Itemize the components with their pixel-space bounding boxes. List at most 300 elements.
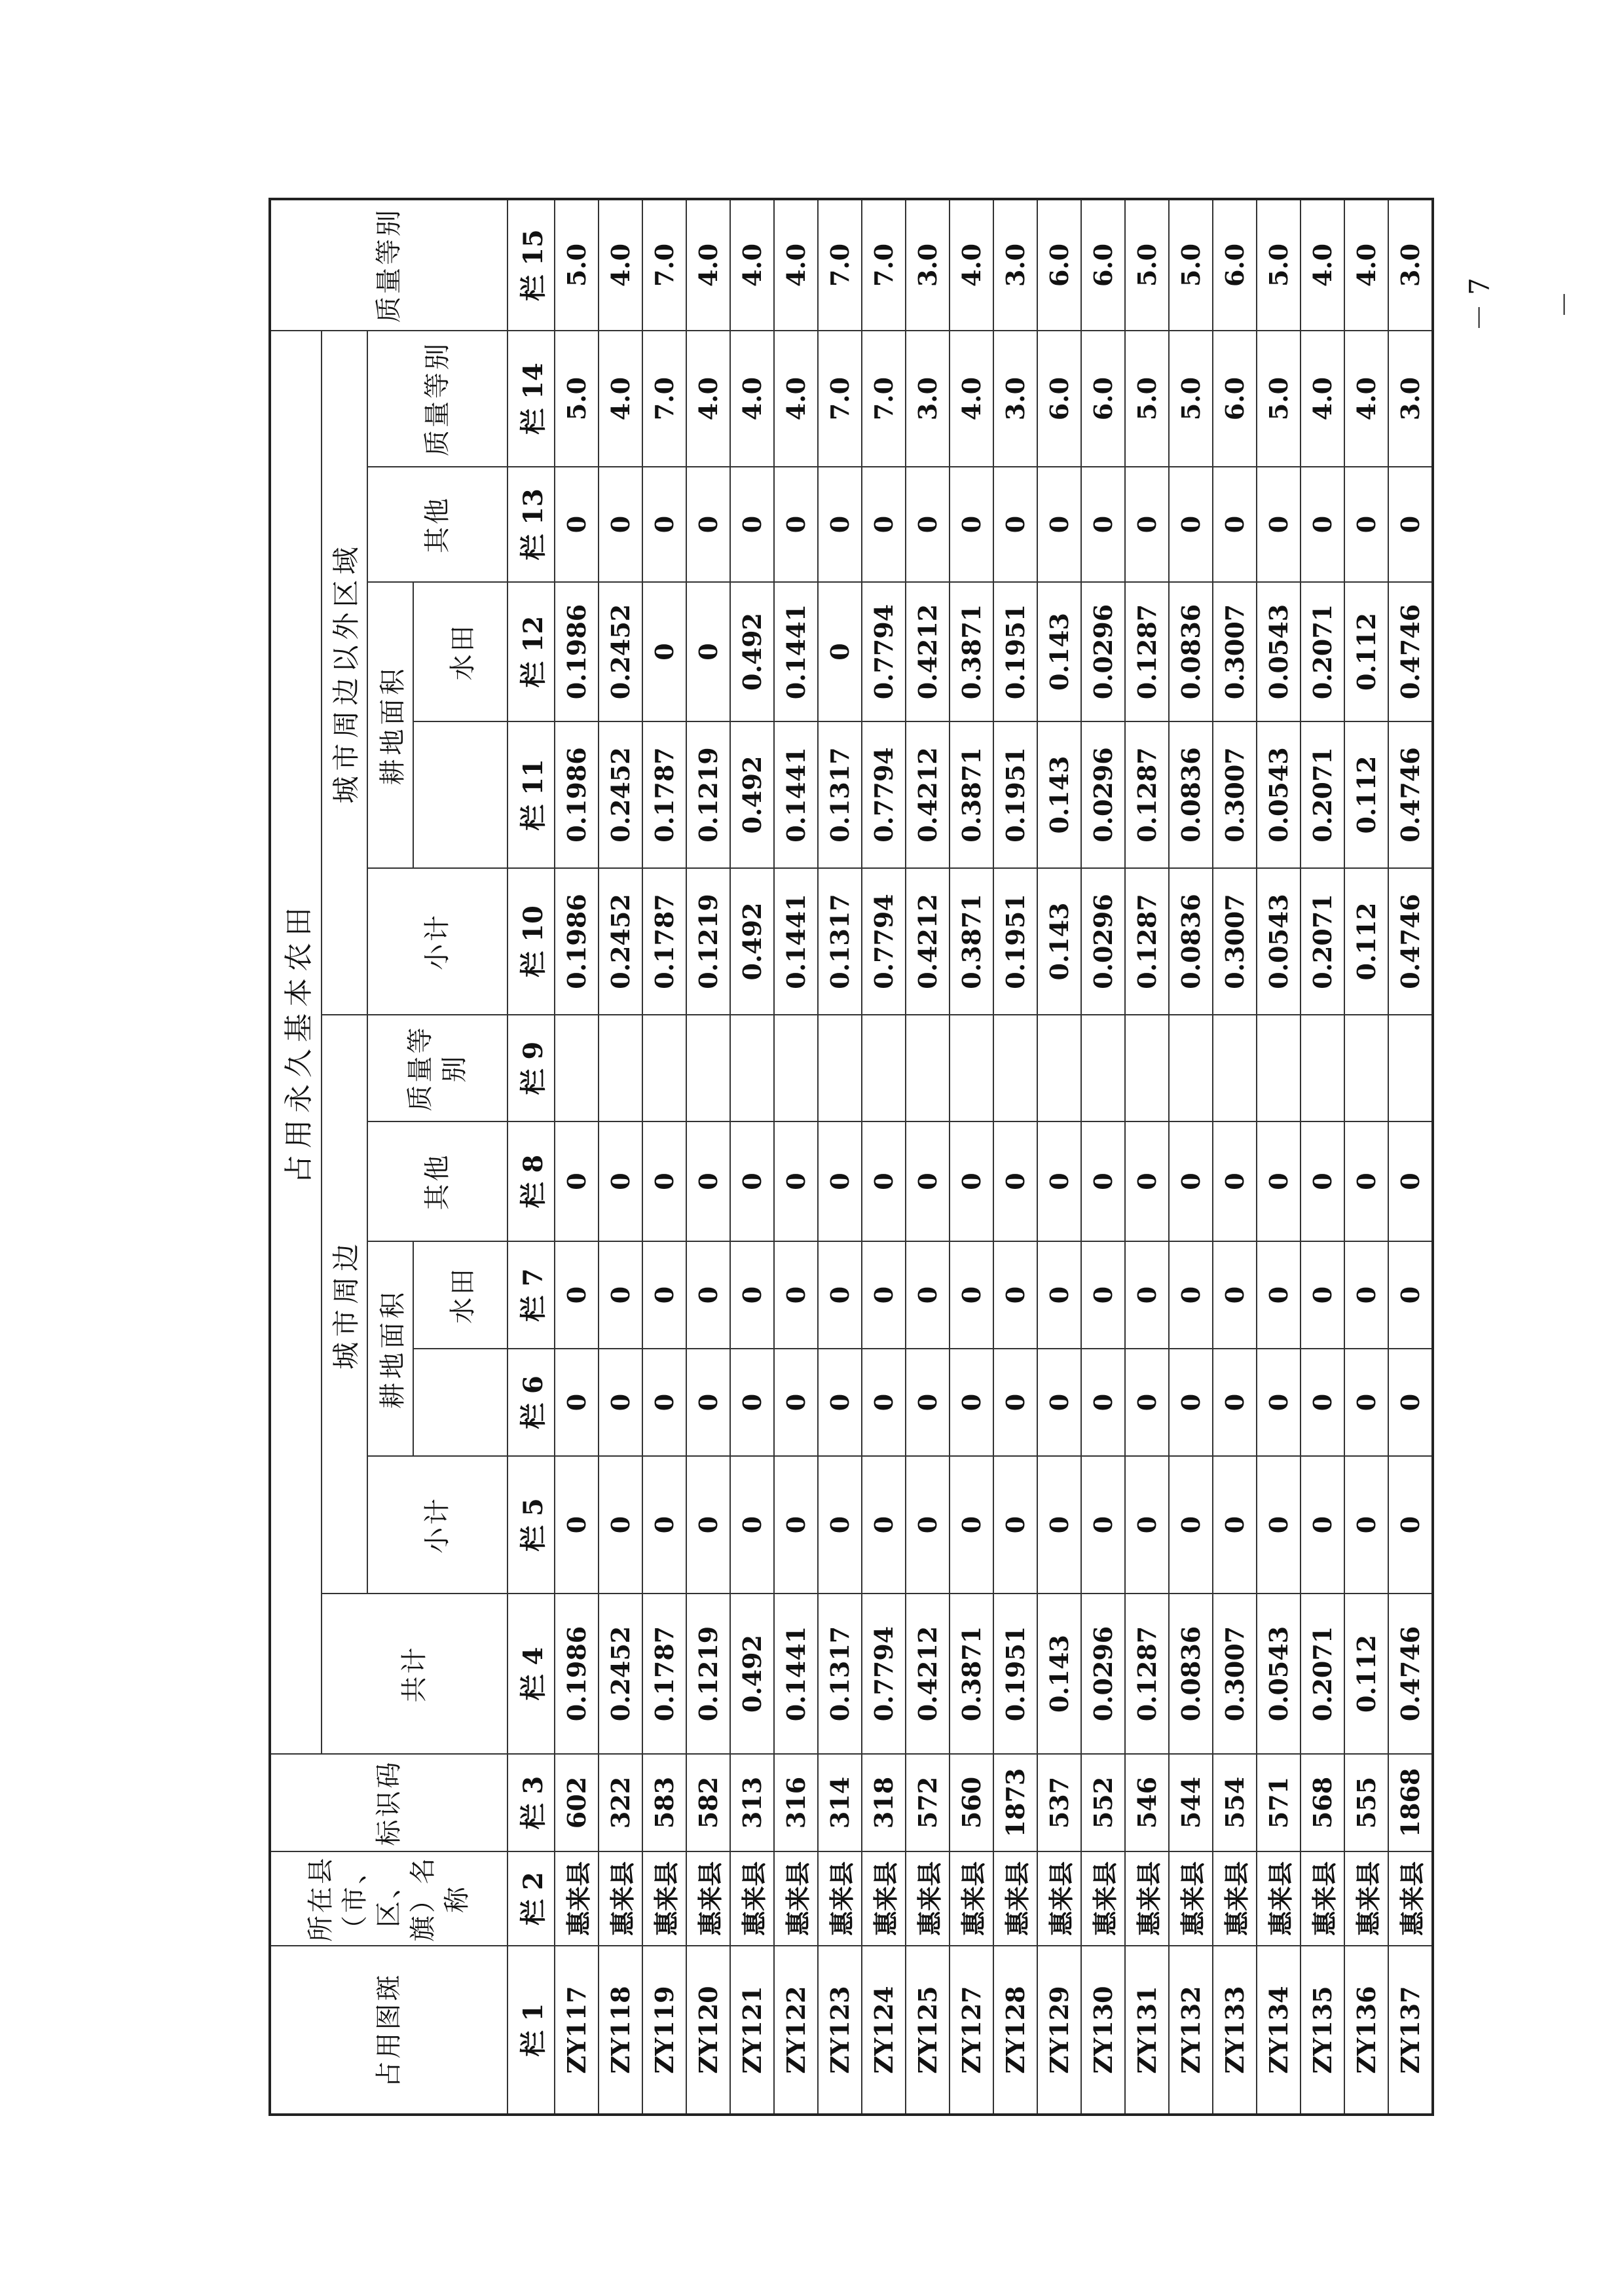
table-cell: 0.0543 bbox=[1257, 868, 1301, 1015]
table-cell: 3.0 bbox=[1388, 331, 1433, 467]
table-cell: 0 bbox=[1037, 1121, 1081, 1241]
table-cell: 0 bbox=[818, 1121, 862, 1241]
table-cell: 0.0836 bbox=[1169, 1594, 1213, 1754]
table-cell: 0 bbox=[642, 582, 686, 721]
table-cell: 0 bbox=[1301, 1349, 1344, 1456]
table-cell: 惠来县 bbox=[686, 1851, 730, 1946]
table-cell: ZY133 bbox=[1213, 1946, 1257, 2115]
table-cell: 0 bbox=[642, 1349, 686, 1456]
column-label: 栏 12 bbox=[507, 582, 555, 721]
header-blank-6 bbox=[413, 1349, 507, 1456]
table-row bbox=[906, 199, 950, 2115]
table-cell bbox=[1037, 1015, 1081, 1121]
table-cell: 0.3871 bbox=[950, 868, 993, 1015]
column-label: 栏 11 bbox=[507, 721, 555, 868]
table-cell: 0 bbox=[862, 1349, 906, 1456]
table-cell: 0 bbox=[1169, 1349, 1213, 1456]
table-cell: 0 bbox=[1344, 467, 1388, 582]
table-cell: 0.1441 bbox=[774, 868, 818, 1015]
column-label: 栏 13 bbox=[507, 467, 555, 582]
table-cell: 554 bbox=[1213, 1754, 1257, 1851]
column-label: 栏 15 bbox=[507, 199, 555, 331]
table-cell: 0.492 bbox=[730, 582, 774, 721]
table-cell bbox=[1344, 1015, 1388, 1121]
table-cell: ZY137 bbox=[1388, 1946, 1433, 2115]
table-cell: 0.112 bbox=[1344, 1594, 1388, 1754]
table-cell: 546 bbox=[1125, 1754, 1169, 1851]
table-cell: 0.2452 bbox=[599, 582, 642, 721]
table-cell: 0 bbox=[774, 1241, 818, 1349]
table-cell: 惠来县 bbox=[1169, 1851, 1213, 1946]
table-cell: 0 bbox=[1344, 1121, 1388, 1241]
table-cell: 0 bbox=[906, 1349, 950, 1456]
table-cell bbox=[993, 1015, 1037, 1121]
table-cell: 0 bbox=[1301, 1121, 1344, 1241]
table-cell: ZY130 bbox=[1081, 1946, 1125, 2115]
table-cell: 0 bbox=[818, 467, 862, 582]
table-cell: 0 bbox=[862, 467, 906, 582]
table-cell: 7.0 bbox=[642, 331, 686, 467]
column-label: 栏 1 bbox=[507, 1946, 555, 2115]
table-cell: 0.1951 bbox=[993, 582, 1037, 721]
table-cell: 0.0296 bbox=[1081, 582, 1125, 721]
table-cell: 0.1986 bbox=[555, 868, 599, 1015]
table-cell: 0 bbox=[1125, 1121, 1169, 1241]
table-cell: 313 bbox=[730, 1754, 774, 1851]
table-cell bbox=[1257, 1015, 1301, 1121]
column-label: 栏 2 bbox=[507, 1851, 555, 1946]
table-cell: 0 bbox=[555, 1241, 599, 1349]
table-cell: 0.1219 bbox=[686, 868, 730, 1015]
table-cell: 0 bbox=[1301, 467, 1344, 582]
header-quality-15: 质量等别 bbox=[270, 199, 507, 331]
header-quality-14: 质量等别 bbox=[367, 331, 507, 467]
table-cell: 0 bbox=[1388, 1349, 1433, 1456]
table-cell: 惠来县 bbox=[1388, 1851, 1433, 1946]
table-row bbox=[686, 199, 730, 2115]
table-cell: 0.7794 bbox=[862, 721, 906, 868]
table-cell: 7.0 bbox=[818, 199, 862, 331]
table-cell: 0.1441 bbox=[774, 721, 818, 868]
table-cell: 0.2071 bbox=[1301, 582, 1344, 721]
table-cell: 4.0 bbox=[686, 199, 730, 331]
table-cell: 0.7794 bbox=[862, 1594, 906, 1754]
table-cell: 惠来县 bbox=[993, 1851, 1037, 1946]
table-cell: ZY131 bbox=[1125, 1946, 1169, 2115]
header-farmland-area-city: 耕地面积 bbox=[367, 1241, 413, 1456]
table-cell: 0 bbox=[1301, 1456, 1344, 1594]
table-cell: 惠来县 bbox=[906, 1851, 950, 1946]
table-cell: 560 bbox=[950, 1754, 993, 1851]
header-paddy-7: 水田 bbox=[413, 1241, 507, 1349]
table-cell: 0 bbox=[1257, 1349, 1301, 1456]
table-cell: 4.0 bbox=[599, 199, 642, 331]
table-cell: 318 bbox=[862, 1754, 906, 1851]
table-cell: 5.0 bbox=[555, 331, 599, 467]
table-cell: ZY129 bbox=[1037, 1946, 1081, 2115]
table-cell: 0 bbox=[774, 1121, 818, 1241]
table-cell: 0 bbox=[1037, 1349, 1081, 1456]
table-cell: 0.112 bbox=[1344, 582, 1388, 721]
table-cell: ZY132 bbox=[1169, 1946, 1213, 2115]
table-cell: 0 bbox=[1213, 1456, 1257, 1594]
table-cell: 316 bbox=[774, 1754, 818, 1851]
table-cell: 0 bbox=[1344, 1241, 1388, 1349]
table-cell: 7.0 bbox=[862, 199, 906, 331]
table-cell: 惠来县 bbox=[1081, 1851, 1125, 1946]
table-cell bbox=[1125, 1015, 1169, 1121]
table-row bbox=[730, 199, 774, 2115]
column-label: 栏 7 bbox=[507, 1241, 555, 1349]
table-cell: 0 bbox=[1257, 467, 1301, 582]
table-cell: ZY125 bbox=[906, 1946, 950, 2115]
table-cell: 314 bbox=[818, 1754, 862, 1851]
table-cell: 0 bbox=[1213, 1121, 1257, 1241]
table-cell: 0.7794 bbox=[862, 868, 906, 1015]
table-cell: 0.1317 bbox=[818, 721, 862, 868]
table-cell: 0.0543 bbox=[1257, 721, 1301, 868]
page-number: － 7 － bbox=[1464, 277, 1581, 332]
table-cell: 0.1441 bbox=[774, 582, 818, 721]
table-cell: 6.0 bbox=[1213, 331, 1257, 467]
table-cell: ZY135 bbox=[1301, 1946, 1344, 2115]
table-row bbox=[1257, 199, 1301, 2115]
table-cell: 1873 bbox=[993, 1754, 1037, 1851]
table-cell: 0 bbox=[1081, 1349, 1125, 1456]
table-cell: 0 bbox=[1213, 467, 1257, 582]
table-cell: 1868 bbox=[1388, 1754, 1433, 1851]
table-cell bbox=[950, 1015, 993, 1121]
table-cell: 0 bbox=[1081, 1456, 1125, 1594]
table-cell: 0 bbox=[686, 467, 730, 582]
table-cell: 544 bbox=[1169, 1754, 1213, 1851]
table-cell: 0.4746 bbox=[1388, 582, 1433, 721]
table-cell bbox=[818, 1015, 862, 1121]
table-cell: 0 bbox=[555, 1456, 599, 1594]
table-cell: 7.0 bbox=[642, 199, 686, 331]
table-cell: 0 bbox=[993, 1121, 1037, 1241]
table-cell: 6.0 bbox=[1037, 199, 1081, 331]
table-cell: 0.0836 bbox=[1169, 582, 1213, 721]
table-cell: 0.3007 bbox=[1213, 1594, 1257, 1754]
table-cell: 0 bbox=[1169, 1456, 1213, 1594]
table-row bbox=[993, 199, 1037, 2115]
table-cell: 0.1986 bbox=[555, 1594, 599, 1754]
table-cell: ZY120 bbox=[686, 1946, 730, 2115]
header-tuban: 占用图斑 bbox=[270, 1946, 507, 2115]
table-cell: 0 bbox=[950, 1349, 993, 1456]
table-cell: 0.1219 bbox=[686, 721, 730, 868]
table-cell: 0 bbox=[1125, 1349, 1169, 1456]
table-cell: 602 bbox=[555, 1754, 599, 1851]
table-cell: ZY128 bbox=[993, 1946, 1037, 2115]
table-cell: 0 bbox=[1169, 1241, 1213, 1349]
table-cell: 0 bbox=[1344, 1456, 1388, 1594]
table-cell: ZY123 bbox=[818, 1946, 862, 2115]
table-cell: 0.2452 bbox=[599, 1594, 642, 1754]
table-cell bbox=[774, 1015, 818, 1121]
table-cell: 0.143 bbox=[1037, 868, 1081, 1015]
table-cell: 0.4212 bbox=[906, 868, 950, 1015]
table-cell: 0 bbox=[993, 467, 1037, 582]
table-cell: 0 bbox=[1388, 1241, 1433, 1349]
column-label: 栏 5 bbox=[507, 1456, 555, 1594]
table-cell: 惠来县 bbox=[818, 1851, 862, 1946]
table-cell: 0 bbox=[993, 1349, 1037, 1456]
table-cell: 5.0 bbox=[1257, 199, 1301, 331]
table-row bbox=[1037, 199, 1081, 2115]
table-cell: ZY136 bbox=[1344, 1946, 1388, 2115]
header-farmland-area-outside: 耕地面积 bbox=[367, 582, 413, 868]
table-cell: 4.0 bbox=[774, 199, 818, 331]
table-cell: 4.0 bbox=[774, 331, 818, 467]
table-cell: 5.0 bbox=[1125, 331, 1169, 467]
table-cell: 0.1287 bbox=[1125, 721, 1169, 868]
table-cell: 6.0 bbox=[1081, 199, 1125, 331]
table-cell: 0.4212 bbox=[906, 582, 950, 721]
table-cell bbox=[555, 1015, 599, 1121]
table-cell: 4.0 bbox=[950, 199, 993, 331]
column-label-row bbox=[507, 199, 555, 2115]
table-cell: 0 bbox=[686, 1241, 730, 1349]
table-cell: 0 bbox=[1125, 467, 1169, 582]
header-total: 共计 bbox=[322, 1594, 507, 1754]
table-cell: 惠来县 bbox=[1301, 1851, 1344, 1946]
table-cell bbox=[906, 1015, 950, 1121]
table-row bbox=[1169, 199, 1213, 2115]
table-cell: 0.4746 bbox=[1388, 721, 1433, 868]
table-cell: 4.0 bbox=[1301, 199, 1344, 331]
table-cell: 0.1219 bbox=[686, 1594, 730, 1754]
table-cell: 0 bbox=[599, 1456, 642, 1594]
table-cell: 0 bbox=[1388, 1456, 1433, 1594]
table-cell: 0.112 bbox=[1344, 868, 1388, 1015]
table-cell: 0 bbox=[1213, 1349, 1257, 1456]
table-cell: 惠来县 bbox=[1344, 1851, 1388, 1946]
table-cell: 0.0836 bbox=[1169, 868, 1213, 1015]
table-cell: 0 bbox=[730, 1349, 774, 1456]
table-cell: 0.492 bbox=[730, 1594, 774, 1754]
table-cell: 0 bbox=[774, 467, 818, 582]
table-cell: 0 bbox=[1037, 1241, 1081, 1349]
table-row bbox=[950, 199, 993, 2115]
table-cell: 582 bbox=[686, 1754, 730, 1851]
header-county: 所在县（市、区、旗）名称 bbox=[270, 1851, 507, 1946]
table-cell: 惠来县 bbox=[950, 1851, 993, 1946]
table-cell: 惠来县 bbox=[1213, 1851, 1257, 1946]
table-cell: 0.7794 bbox=[862, 582, 906, 721]
table-cell: 571 bbox=[1257, 1754, 1301, 1851]
table-cell bbox=[1081, 1015, 1125, 1121]
table-cell: 0.3871 bbox=[950, 721, 993, 868]
rotated-table-container bbox=[268, 200, 1427, 2116]
table-row bbox=[774, 199, 818, 2115]
table-row bbox=[599, 199, 642, 2115]
column-label: 栏 14 bbox=[507, 331, 555, 467]
table-cell: 322 bbox=[599, 1754, 642, 1851]
table-cell bbox=[1213, 1015, 1257, 1121]
table-cell: 0 bbox=[642, 1456, 686, 1594]
table-cell: 0.492 bbox=[730, 721, 774, 868]
table-cell: 0 bbox=[950, 1456, 993, 1594]
table-cell: 0.1986 bbox=[555, 721, 599, 868]
table-cell: 4.0 bbox=[1344, 331, 1388, 467]
table-cell: 0.143 bbox=[1037, 582, 1081, 721]
table-cell: 0 bbox=[599, 1241, 642, 1349]
table-cell: 5.0 bbox=[555, 199, 599, 331]
column-label: 栏 4 bbox=[507, 1594, 555, 1754]
table-row bbox=[1344, 199, 1388, 2115]
table-cell: 0 bbox=[686, 1121, 730, 1241]
table-cell: 0.0543 bbox=[1257, 1594, 1301, 1754]
table-cell: 0.4746 bbox=[1388, 1594, 1433, 1754]
table-cell: 0 bbox=[818, 1349, 862, 1456]
table-cell: 0 bbox=[862, 1456, 906, 1594]
table-cell: 0 bbox=[1037, 1456, 1081, 1594]
table-cell: ZY117 bbox=[555, 1946, 599, 2115]
table-cell: 0 bbox=[818, 1456, 862, 1594]
table-cell: 5.0 bbox=[1169, 331, 1213, 467]
table-row bbox=[862, 199, 906, 2115]
table-cell bbox=[730, 1015, 774, 1121]
table-cell: 4.0 bbox=[730, 199, 774, 331]
table-cell: 0 bbox=[642, 1241, 686, 1349]
header-blank-11 bbox=[413, 721, 507, 868]
table-cell: 583 bbox=[642, 1754, 686, 1851]
table-cell: 0 bbox=[599, 1121, 642, 1241]
table-cell: 0.492 bbox=[730, 868, 774, 1015]
table-cell: 0 bbox=[1344, 1349, 1388, 1456]
header-group-outside: 城市周边以外区域 bbox=[322, 331, 367, 1015]
table-cell: 0 bbox=[599, 1349, 642, 1456]
table-cell: 0.143 bbox=[1037, 1594, 1081, 1754]
table-row bbox=[818, 199, 862, 2115]
table-cell: 0 bbox=[555, 467, 599, 582]
table-cell: 惠来县 bbox=[599, 1851, 642, 1946]
header-group-main: 占用永久基本农田 bbox=[270, 331, 322, 1754]
table-cell: 0.3007 bbox=[1213, 582, 1257, 721]
table-cell: 0 bbox=[993, 1456, 1037, 1594]
table-cell: 6.0 bbox=[1213, 199, 1257, 331]
table-cell: 0 bbox=[950, 1241, 993, 1349]
table-cell: 0 bbox=[642, 1121, 686, 1241]
column-label: 栏 10 bbox=[507, 868, 555, 1015]
table-cell: 0 bbox=[906, 1121, 950, 1241]
table-cell: 0 bbox=[730, 1121, 774, 1241]
table-cell: ZY118 bbox=[599, 1946, 642, 2115]
table-cell: 0 bbox=[818, 1241, 862, 1349]
table-cell bbox=[1169, 1015, 1213, 1121]
table-body bbox=[555, 199, 1433, 2115]
table-cell: 0 bbox=[1081, 1241, 1125, 1349]
table-cell: 0 bbox=[599, 467, 642, 582]
column-label: 栏 3 bbox=[507, 1754, 555, 1851]
table-cell: 6.0 bbox=[1037, 331, 1081, 467]
table-cell: 6.0 bbox=[1081, 331, 1125, 467]
table-cell: 0 bbox=[1125, 1241, 1169, 1349]
table-cell: 0 bbox=[774, 1456, 818, 1594]
table-cell: 7.0 bbox=[862, 331, 906, 467]
table-cell: 0.1287 bbox=[1125, 582, 1169, 721]
table-cell: 0.0543 bbox=[1257, 582, 1301, 721]
table-cell bbox=[599, 1015, 642, 1121]
table-cell: 0.1951 bbox=[993, 1594, 1037, 1754]
table-cell: 0.4746 bbox=[1388, 868, 1433, 1015]
table-row bbox=[1301, 199, 1344, 2115]
header-subtotal-10: 小计 bbox=[367, 868, 507, 1015]
table-cell: 0 bbox=[1081, 1121, 1125, 1241]
table-cell: 0.1787 bbox=[642, 868, 686, 1015]
table-cell: 0.0296 bbox=[1081, 721, 1125, 868]
table-cell: 0.2071 bbox=[1301, 721, 1344, 868]
table-cell: 3.0 bbox=[993, 331, 1037, 467]
table-cell: 552 bbox=[1081, 1754, 1125, 1851]
table-cell bbox=[1388, 1015, 1433, 1121]
table-cell: 0 bbox=[1257, 1121, 1301, 1241]
table-cell: 572 bbox=[906, 1754, 950, 1851]
table-cell: 0 bbox=[862, 1121, 906, 1241]
table-cell: 4.0 bbox=[730, 331, 774, 467]
table-cell: 0.3007 bbox=[1213, 721, 1257, 868]
table-cell: 0 bbox=[730, 1456, 774, 1594]
table-cell: 4.0 bbox=[950, 331, 993, 467]
table-cell: 4.0 bbox=[1344, 199, 1388, 331]
table-cell: 4.0 bbox=[686, 331, 730, 467]
table-cell: 3.0 bbox=[906, 199, 950, 331]
table-cell: 5.0 bbox=[1169, 199, 1213, 331]
table-cell: 0.1986 bbox=[555, 582, 599, 721]
table-cell: 惠来县 bbox=[730, 1851, 774, 1946]
table-cell: 5.0 bbox=[1125, 199, 1169, 331]
table-cell: 0 bbox=[950, 467, 993, 582]
table-cell: 0.0836 bbox=[1169, 721, 1213, 868]
table-cell: 惠来县 bbox=[1257, 1851, 1301, 1946]
table-cell: 7.0 bbox=[818, 331, 862, 467]
table-cell: 3.0 bbox=[993, 199, 1037, 331]
header-other-13: 其他 bbox=[367, 467, 507, 582]
table-cell: 0 bbox=[1301, 1241, 1344, 1349]
table-row bbox=[1081, 199, 1125, 2115]
table-cell: 0 bbox=[818, 582, 862, 721]
table-cell: 0 bbox=[1081, 467, 1125, 582]
table-cell: 0 bbox=[686, 582, 730, 721]
table-cell: ZY134 bbox=[1257, 1946, 1301, 2115]
table-cell: 0 bbox=[1125, 1456, 1169, 1594]
table-row bbox=[1213, 199, 1257, 2115]
table-cell: 0.3007 bbox=[1213, 868, 1257, 1015]
table-cell bbox=[686, 1015, 730, 1121]
table-cell: 0.0296 bbox=[1081, 868, 1125, 1015]
table-cell: 0 bbox=[1037, 467, 1081, 582]
header-quality-9: 质量等别 bbox=[367, 1015, 507, 1121]
table-cell: ZY124 bbox=[862, 1946, 906, 2115]
table-cell: 0.1787 bbox=[642, 1594, 686, 1754]
table-cell: 惠来县 bbox=[774, 1851, 818, 1946]
table-cell: 0.2071 bbox=[1301, 1594, 1344, 1754]
table-row bbox=[642, 199, 686, 2115]
table-cell: 0.112 bbox=[1344, 721, 1388, 868]
table-cell: 0.1951 bbox=[993, 868, 1037, 1015]
table-cell: 0 bbox=[906, 1456, 950, 1594]
table-cell: 0 bbox=[555, 1121, 599, 1241]
table-cell: 0 bbox=[1213, 1241, 1257, 1349]
table-cell: 0.0296 bbox=[1081, 1594, 1125, 1754]
table-cell: 0 bbox=[906, 1241, 950, 1349]
table-cell: 惠来县 bbox=[1037, 1851, 1081, 1946]
column-label: 栏 8 bbox=[507, 1121, 555, 1241]
header-paddy-12: 水田 bbox=[413, 582, 507, 721]
header-other-8: 其他 bbox=[367, 1121, 507, 1241]
